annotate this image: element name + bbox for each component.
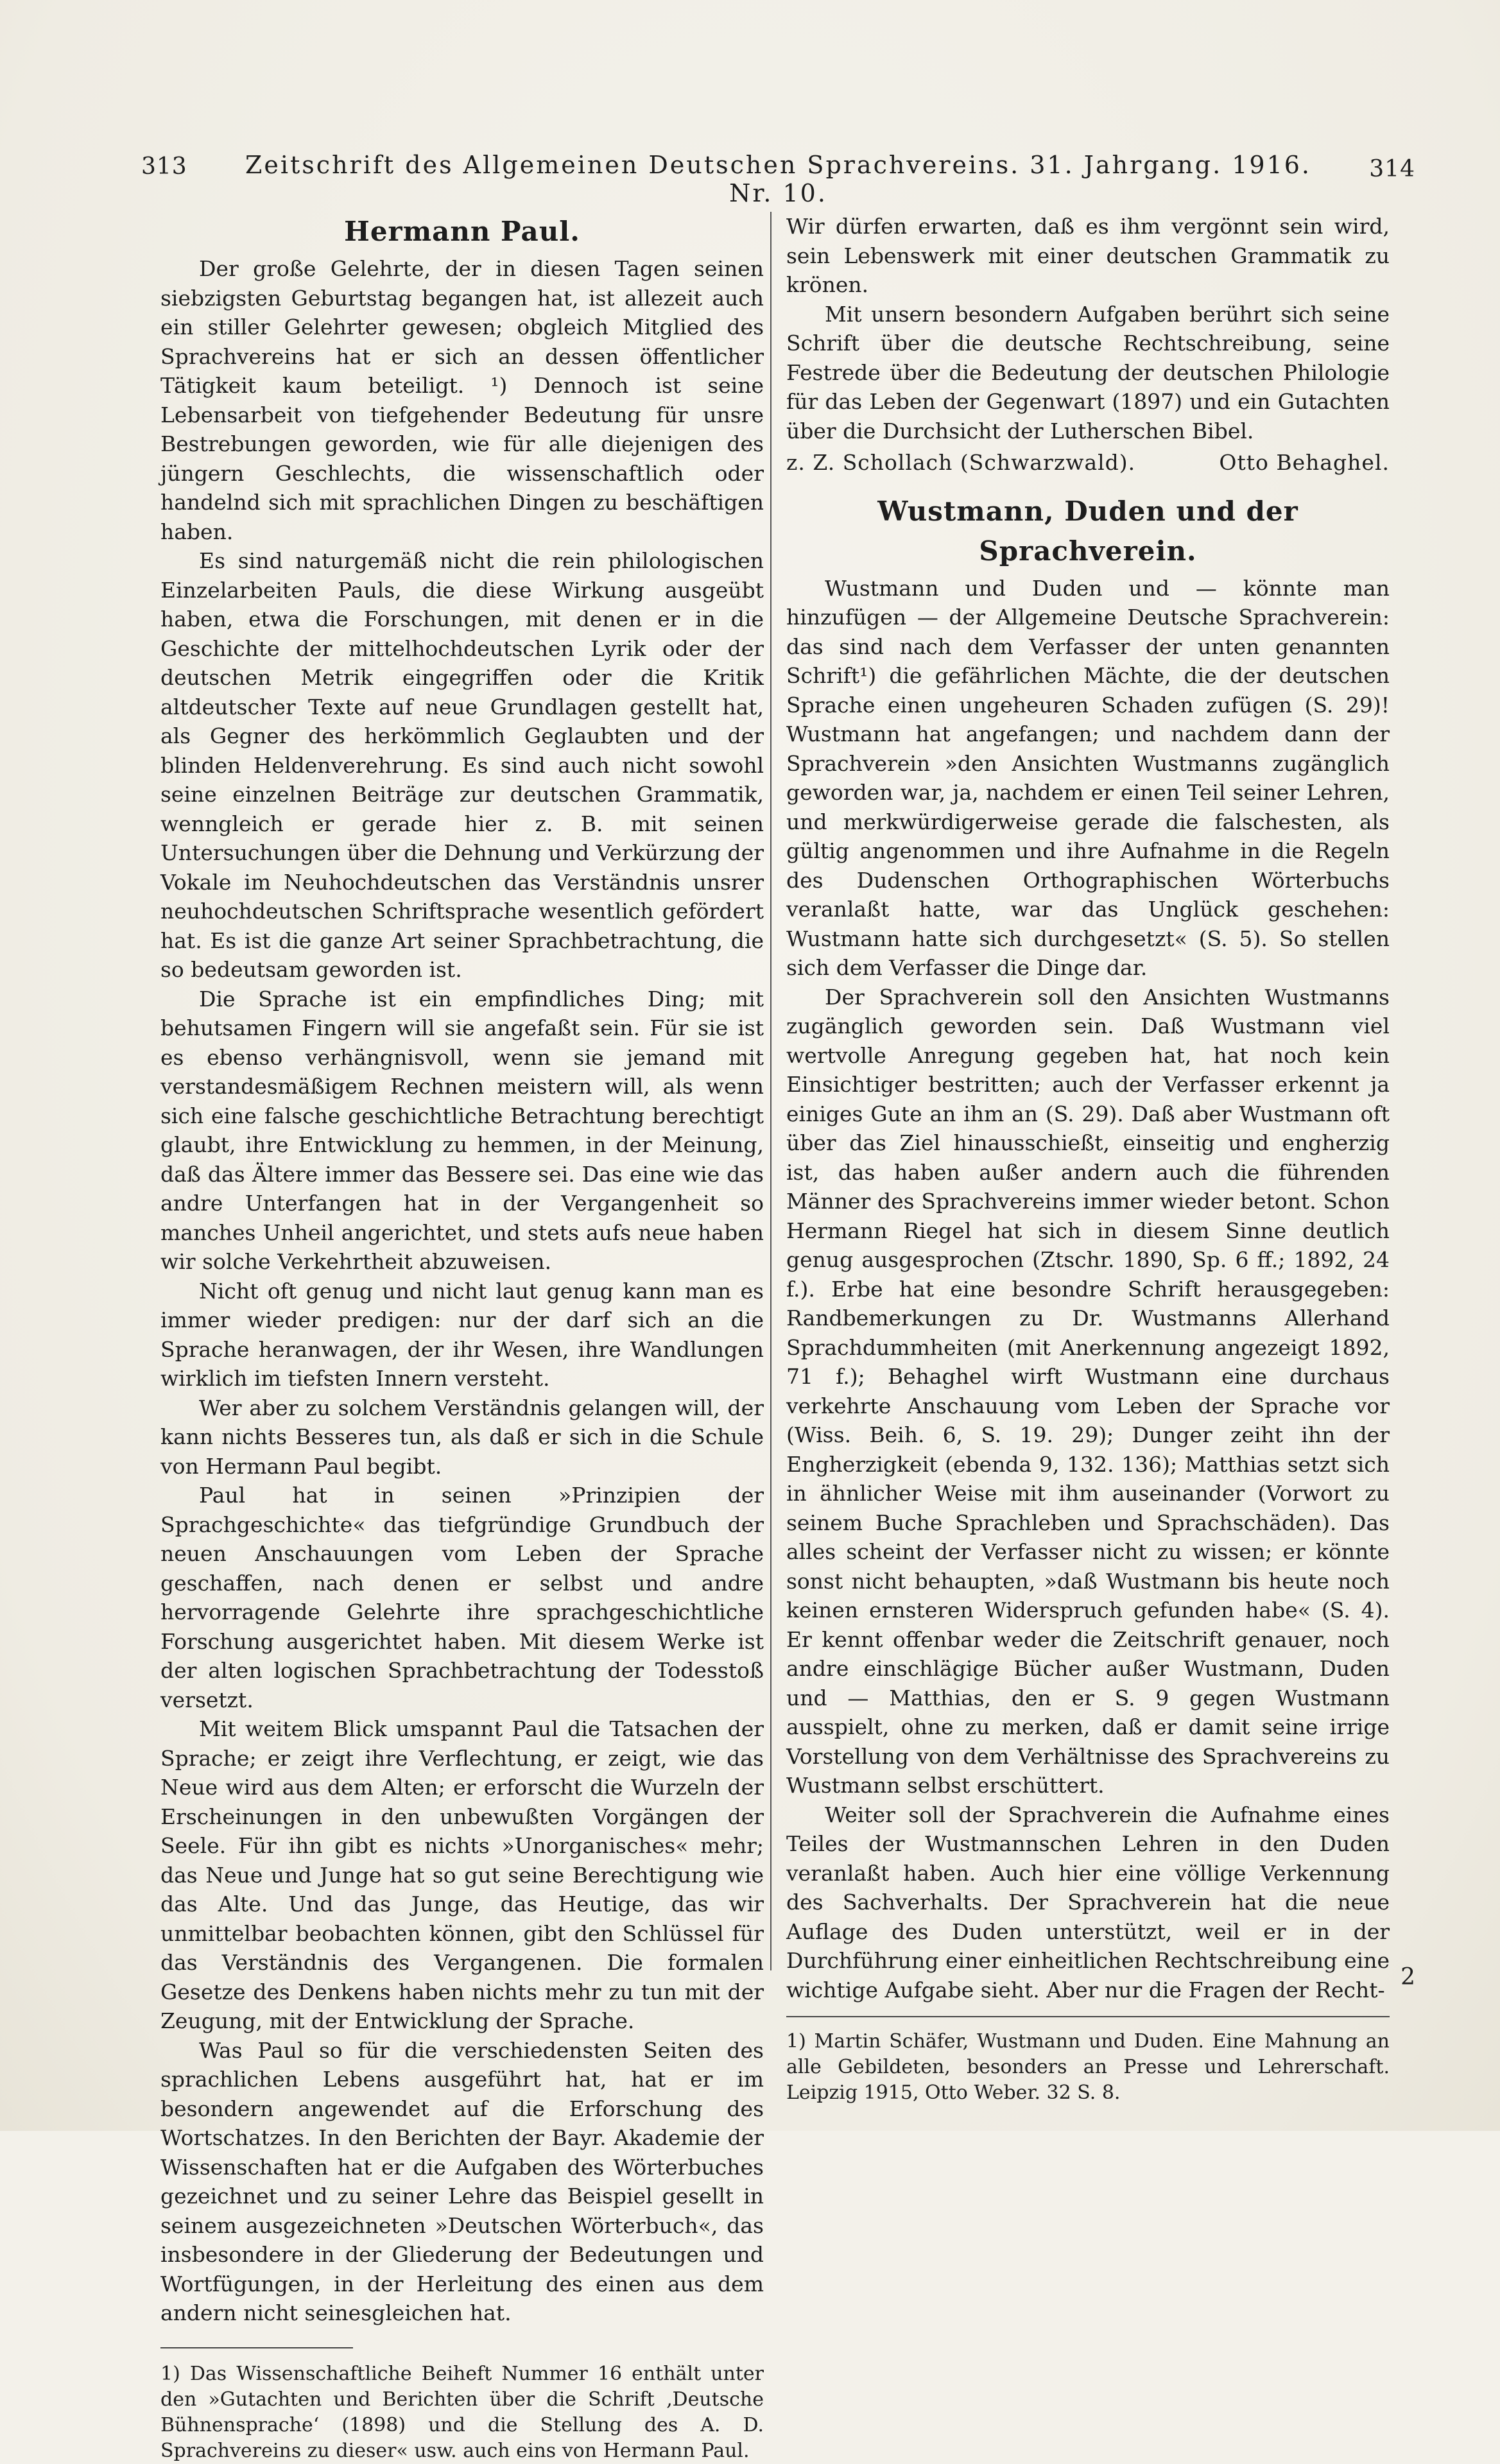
paragraph: Es sind naturgemäß nicht die rein philologischen Einzelarbeiten Pauls, die diese Wirkung ausgeübt haben, etwa die Forschungen, mit denen er in die Geschichte der mittelhochdeutschen Lyrik oder der deutschen Metrik eingegriffen oder die Kritik altdeutscher Texte auf neue Grundlagen gestellt hat, als Gegner des herkömmlich Geglaubten und der blinden Heldenverehrung. Es sind auch nicht sowohl seine einzelnen Beiträge zur deutschen Grammatik, wenngleich er gerade hier z. B. mit seinen Untersuchungen über die Dehnung und Verkürzung der Vokale im Neuhochdeutschen das Verständnis unsrer neuhochdeutschen Schriftsprache wesentlich gefördert hat. Es ist die ganze Art seiner Sprachbetrachtung, die so bedeutsam geworden ist.: [160, 548, 764, 982]
article-title-wustmann: Wustmann, Duden und der Sprachverein.: [877, 495, 1298, 567]
left-column: [160, 212, 764, 2464]
footnote-rule: [786, 2016, 1390, 2017]
paragraph: Nicht oft genug und nicht laut genug kann man es immer wieder predigen: nur der darf sich an die Sprache heranwagen, der ihr Wesen, ihre Wandlungen wirklich im tiefsten Innern versteht.: [160, 1278, 764, 1391]
paragraph: Paul hat in seinen »Prinzipien der Sprachgeschichte« das tiefgründige Grundbuch der neuen Anschauungen vom Leben der Sprache geschaffen, nach denen er selbst und andre hervorragende Gelehrte ihre sprachgeschichtliche Forschung ausgerichtet haben. Mit diesem Werke ist der alten logischen Sprachbetrachtung der Todesstoß versetzt.: [160, 1483, 764, 1712]
paragraph: Wer aber zu solchem Verständnis gelangen will, der kann nichts Besseres tun, als daß er sich in die Schule von Hermann Paul begibt.: [160, 1395, 764, 1479]
signature: [786, 448, 1390, 478]
journal-title: Zeitschrift des Allgemeinen Deutschen Sprachvereins. 31. Jahrgang. 1916. Nr. 10.: [245, 151, 1312, 207]
signature-place: z. Z. Schollach (Schwarzwald).: [786, 450, 1136, 475]
page-header: [141, 144, 1415, 207]
article-title-hermann-paul: Hermann Paul.: [344, 216, 580, 247]
signature-mark: 2: [1401, 1964, 1415, 1990]
paragraph-continued: Wir dürfen erwarten, daß es ihm vergönnt sein wird, sein Lebenswerk mit einer deutschen Grammatik zu krönen.: [786, 214, 1390, 297]
paragraph: Mit weitem Blick umspannt Paul die Tatsachen der Sprache; er zeigt ihre Verflechtung, er zeigt, wie das Neue wird aus dem Alten; er erforscht die Wurzeln der Erscheinungen in den unbewußten Vorgängen der Seele. Für ihn gibt es nichts »Unorganisches« mehr; das Neue und Junge hat so gut seine Berechtigung wie das Alte. Und das Junge, das Heutige, das wir unmittelbar beobachten können, gibt den Schlüssel für das Verständnis des Vergangenen. Die formalen Gesetze des Denkens haben nichts mehr zu tun mit der Zeugung, mit der Entwicklung der Sprache.: [160, 1716, 764, 2033]
signature-author: Otto Behaghel.: [1219, 450, 1390, 475]
paragraph: Der große Gelehrte, der in diesen Tagen seinen siebzigsten Geburtstag begangen hat, ist allezeit auch ein stiller Gelehrter gewesen; obgleich Mitglied des Sprachvereins hat er sich an dessen öffentlicher Tätigkeit kaum beteiligt. ¹) Dennoch ist seine Lebensarbeit von tiefgehender Bedeutung für unsre Bestrebungen geworden, wie für alle diejenigen des jüngern Geschlechts, die wissenschaftlich oder handelnd sich mit sprachlichen Dingen zu beschäftigen haben.: [160, 256, 764, 544]
column-divider: [770, 212, 772, 1970]
footnote: 1) Das Wissenschaftliche Beiheft Nummer 16 enthält unter den »Gutachten und Berichten über die Schrift ‚Deutsche Bühnensprache‘ (1898) und die Stellung des A. D. Sprachvereins zu dieser« usw. auch eins von Hermann Paul.: [160, 2362, 764, 2462]
paragraph: Der Sprachverein soll den Ansichten Wustmanns zugänglich geworden sein. Daß Wustmann viel wertvolle Anregung gegeben hat, hat noch kein Einsichtiger bestritten; auch der Verfasser erkennt ja einiges Gute an ihm an (S. 29). Daß aber Wustmann oft über das Ziel hinausschießt, einseitig und engherzig ist, das haben außer andern auch die führenden Männer des Sprachvereins immer wieder betont. Schon Hermann Riegel hat sich in diesem Sinne deutlich genug ausgesprochen (Ztschr. 1890, Sp. 6 ff.; 1892, 24 f.). Erbe hat eine besondre Schrift herausgegeben: Randbemerkungen zu Dr. Wustmanns Allerhand Sprachdummheiten (mit Anerkennung angezeigt 1892, 71 f.); Behaghel wirft Wustmann eine durchaus verkehrte Anschauung vom Leben der Sprache vor (Wiss. Beih. 6, S. 19. 29); Dunger zeiht ihn der Engherzigkeit (ebenda 9, 132. 136); Matthias setzt sich in ähnlicher Weise mit ihm auseinander (Vorwort zu seinem Buche Sprachleben und Sprachschäden). Das alles scheint der Verfasser nicht zu wissen; er könnte sonst nicht behaupten, »daß Wustmann bis heute noch keinen ernsteren Widerspruch gefunden habe« (S. 4). Er kennt offenbar weder die Zeitschrift genauer, noch andre einschlägige Bücher außer Wustmann, Duden und — Matthias, den er S. 9 gegen Wustmann ausspielt, ohne zu merken, daß er damit seine irrige Vorstellung von dem Verhältnisse des Sprachvereins zu Wustmann selbst erschüttert.: [786, 984, 1390, 1798]
paragraph: Mit unsern besondern Aufgaben berührt sich seine Schrift über die deutsche Rechtschreibung, seine Festrede über die Bedeutung der deutschen Philologie für das Leben der Gegenwart (1897) und ein Gutachten über die Durchsicht der Lutherschen Bibel.: [786, 301, 1390, 444]
footnote-rule: [160, 2347, 353, 2348]
paragraph: Was Paul so für die verschiedensten Seiten des sprachlichen Lebens ausgeführt hat, hat er im besondern angewendet auf die Erforschung des Wortschatzes. In den Berichten der Bayr. Akademie der Wissenschaften hat er die Aufgaben des Wörterbuches gezeichnet und zu seiner Lehre das Beispiel gesellt in seinem ausgezeichneten »Deutschen Wörterbuch«, das insbesondere in der Gliederung der Bedeutungen und Wortfügungen, in der Herleitung des einen aus dem andern nicht seinesgleichen hat.: [160, 2037, 764, 2325]
paragraph: Weiter soll der Sprachverein die Aufnahme eines Teiles der Wustmannschen Lehren in den Duden veranlaßt haben. Auch hier eine völlige Verkennung des Sachverhalts. Der Sprachverein hat die neue Auflage des Duden unterstützt, weil er in der Durchführung einer einheitlichen Rechtschreibung eine wichtige Aufgabe sieht. Aber nur die Fragen der Recht-: [786, 1802, 1390, 2003]
right-column: [786, 212, 1390, 2106]
paragraph: Wustmann und Duden und — könnte man hinzufügen — der Allgemeine Deutsche Sprachverein: das sind nach dem Verfasser der unten genannten Schrift¹) die gefährlichen Mächte, die der deutschen Sprache einen ungeheuren Schaden zufügen (S. 29)! Wustmann hat angefangen; und nachdem dann der Sprachverein »den Ansichten Wustmanns zugänglich geworden war, ja, nachdem er einen Teil seiner Lehren, und merkwürdigerweise gerade die falschesten, als gültig angenommen und ihre Aufnahme in die Regeln des Dudenschen Orthographischen Wörterbuchs veranlaßt hatte, war das Unglück geschehen: Wustmann hatte sich durchgesetzt« (S. 5). So stellen sich dem Verfasser die Dinge dar.: [786, 575, 1390, 980]
footnote: 1) Martin Schäfer, Wustmann und Duden. Eine Mahnung an alle Gebildeten, besonders an Presse und Lehrerschaft. Leipzig 1915, Otto Weber. 32 S. 8.: [786, 2030, 1390, 2104]
page-number-right: 314: [1369, 156, 1415, 182]
page-number-left: 313: [141, 153, 187, 180]
paragraph: Die Sprache ist ein empfindliches Ding; mit behutsamen Fingern will sie angefaßt sein. Für sie ist es ebenso verhängnisvoll, wenn sie jemand mit verstandesmäßigem Rechnen meistern will, als wenn sich eine falsche geschichtliche Betrachtung berechtigt glaubt, ihre Entwicklung zu hemmen, in der Meinung, daß das Ältere immer das Bessere sei. Das eine wie das andre Unterfangen hat in der Vergangenheit so manches Unheil angerichtet, und stets aufs neue haben wir solche Verkehrtheit abzuweisen.: [160, 986, 764, 1274]
